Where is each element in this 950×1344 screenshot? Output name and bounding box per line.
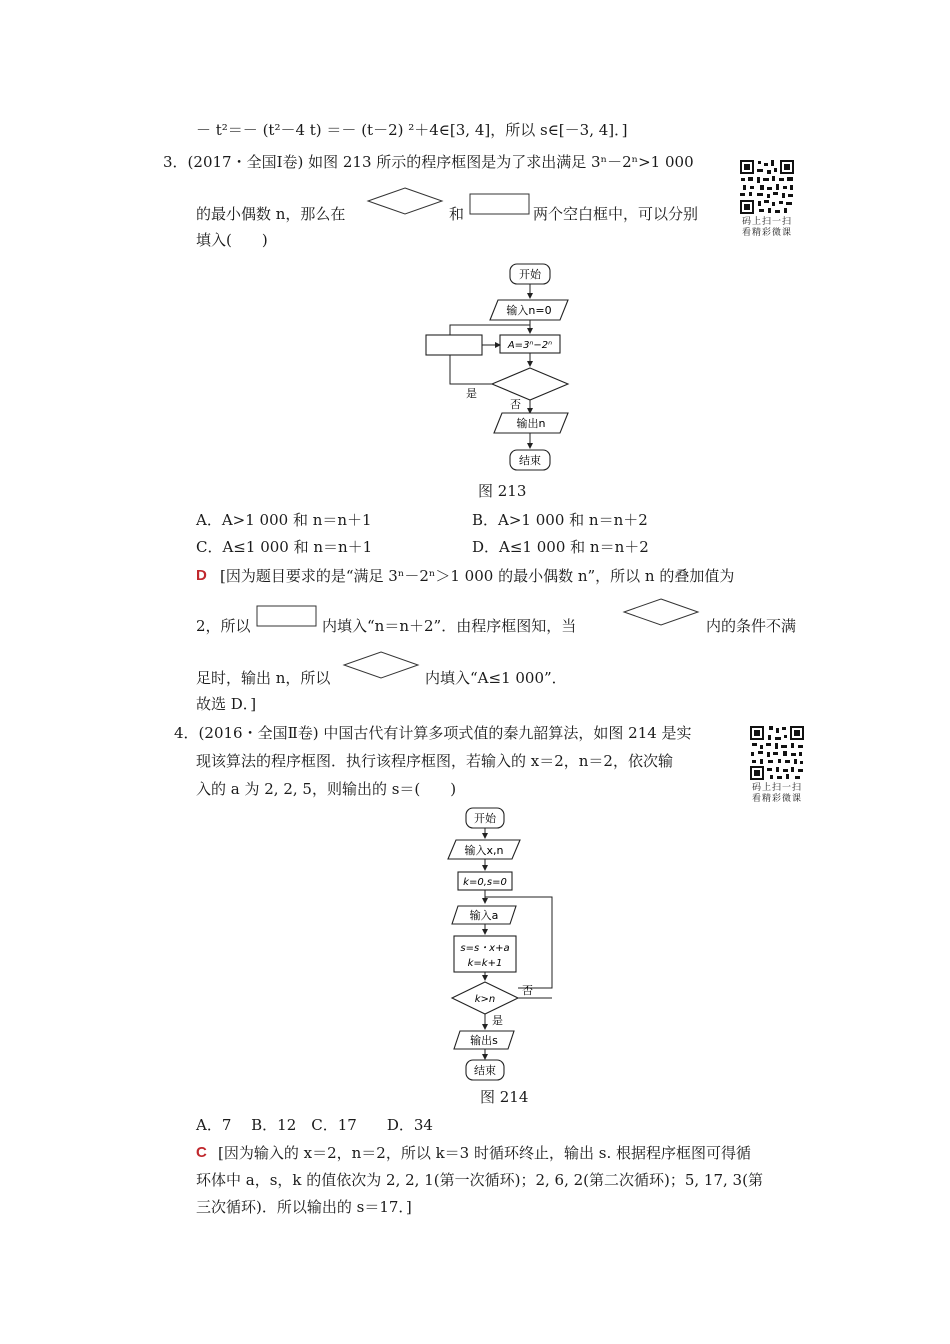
flow-yes-label: 是: [492, 1014, 503, 1027]
flow-no-label: 否: [522, 984, 533, 997]
qr-caption: [734, 217, 800, 239]
q3-explanation-line1: [因为题目要求的是“满足 3ⁿ－2ⁿ＞1 000 的最小偶数 n”，所以 n 的叠加值为: [220, 567, 735, 585]
qr-caption-line1: 码上扫一扫: [751, 783, 802, 793]
blank-diamond-icon: [342, 650, 420, 680]
flow-assign-label: A=3ⁿ−2ⁿ: [507, 340, 553, 351]
flowchart-213: [420, 258, 610, 476]
qr-code-icon[interactable]: [738, 158, 796, 216]
q4-stem-line1: 4．(2016・全国Ⅱ卷) 中国古代有计算多项式值的秦九韶算法，如图 214 是实: [174, 724, 692, 742]
q3-explanation-line2-c: 内的条件不满: [706, 617, 797, 635]
q3-stem-line2-c: 两个空白框中，可以分别: [533, 205, 699, 223]
q3-explanation-line2-b: 内填入“n＝n＋2”．由程序框图知，当: [322, 617, 577, 635]
q3-answer-letter: D: [196, 567, 207, 584]
q3-stem-line3: 填入( ): [196, 231, 268, 249]
flow-condition-label: k>n: [474, 994, 496, 1005]
figure-caption-213: 图 213: [478, 482, 527, 500]
figure-caption-214: 图 214: [480, 1088, 529, 1106]
flow-end-label: 结束: [474, 1064, 496, 1077]
qr-caption-line2: 看精彩微课: [751, 794, 802, 804]
flow-input-label: 输入n=0: [506, 304, 552, 317]
flow-init-label: k=0,s=0: [463, 877, 507, 888]
q4-options[interactable]: A．7 B．12 C．17 D．34: [196, 1116, 433, 1134]
q3-stem-line2-a: 的最小偶数 n，那么在: [196, 205, 346, 223]
flow-blank-diamond: [492, 368, 568, 400]
q3-stem-line2-b: 和: [449, 205, 465, 223]
q3-option-d[interactable]: D．A≤1 000 和 n＝n＋2: [472, 538, 649, 556]
flowchart-214: [430, 804, 570, 1084]
qr-caption-line2: 看精彩微课: [741, 228, 792, 238]
flow-yes-label: 是: [466, 387, 477, 400]
q3-option-a[interactable]: A．A>1 000 和 n＝n＋1: [196, 511, 372, 529]
flow-input-a-label: 输入a: [469, 909, 499, 922]
blank-rectangle-icon: [256, 605, 318, 629]
blank-diamond-icon: [366, 186, 444, 216]
qr-code-icon[interactable]: [748, 724, 806, 782]
qr-caption-line1: 码上扫一扫: [741, 217, 792, 227]
q4-stem-line3: 入的 a 为 2, 2, 5，则输出的 s＝( ): [196, 780, 457, 798]
flow-body-line1: s=s・x+a: [460, 943, 510, 954]
q3-explanation-line4: 故选 D．]: [196, 695, 257, 713]
flow-blank-rect: [426, 335, 482, 355]
q3-explanation-line3-a: 足时，输出 n，所以: [196, 669, 331, 687]
continuation-line: － t²＝－ (t²－4 t) ＝－ (t－2) ²＋4∈[3, 4]，所以 s∈[－3, 4]．]: [196, 121, 628, 139]
flow-end-label: 结束: [519, 454, 541, 467]
q4-explanation-line2: 环体中 a，s，k 的值依次为 2, 2, 1(第一次循环)；2, 6, 2(第二次循环)；5, 17, 3(第: [196, 1171, 763, 1189]
flow-output-label: 输出s: [470, 1034, 498, 1047]
flow-output-label: 输出n: [516, 417, 546, 430]
flow-start-label: 开始: [474, 812, 496, 825]
flow-no-label: 否: [510, 398, 521, 411]
q3-option-b[interactable]: B．A>1 000 和 n＝n＋2: [472, 511, 648, 529]
q4-explanation-line1: [因为输入的 x＝2，n＝2，所以 k＝3 时循环终止，输出 s. 根据程序框图可得循: [218, 1144, 752, 1162]
blank-diamond-icon: [622, 597, 700, 627]
q3-explanation-line2-a: 2，所以: [196, 617, 251, 635]
q4-explanation-line3: 三次循环)．所以输出的 s＝17．]: [196, 1198, 412, 1216]
q4-stem-line2: 现该算法的程序框图．执行该程序框图，若输入的 x＝2，n＝2，依次输: [196, 752, 673, 770]
q3-explanation-line3-b: 内填入“A≤1 000”．: [425, 669, 567, 687]
blank-rectangle-icon: [469, 193, 531, 217]
flow-start-label: 开始: [519, 268, 541, 281]
q3-option-c[interactable]: C．A≤1 000 和 n＝n＋1: [196, 538, 373, 556]
q3-stem-line1: 3．(2017・全国Ⅰ卷) 如图 213 所示的程序框图是为了求出满足 3ⁿ－2ⁿ>1 000: [163, 153, 694, 171]
flow-body-line2: k=k+1: [467, 958, 503, 969]
q4-answer-letter: C: [196, 1144, 207, 1161]
flow-input-label: 输入x,n: [464, 844, 504, 857]
qr-caption: [744, 783, 810, 805]
